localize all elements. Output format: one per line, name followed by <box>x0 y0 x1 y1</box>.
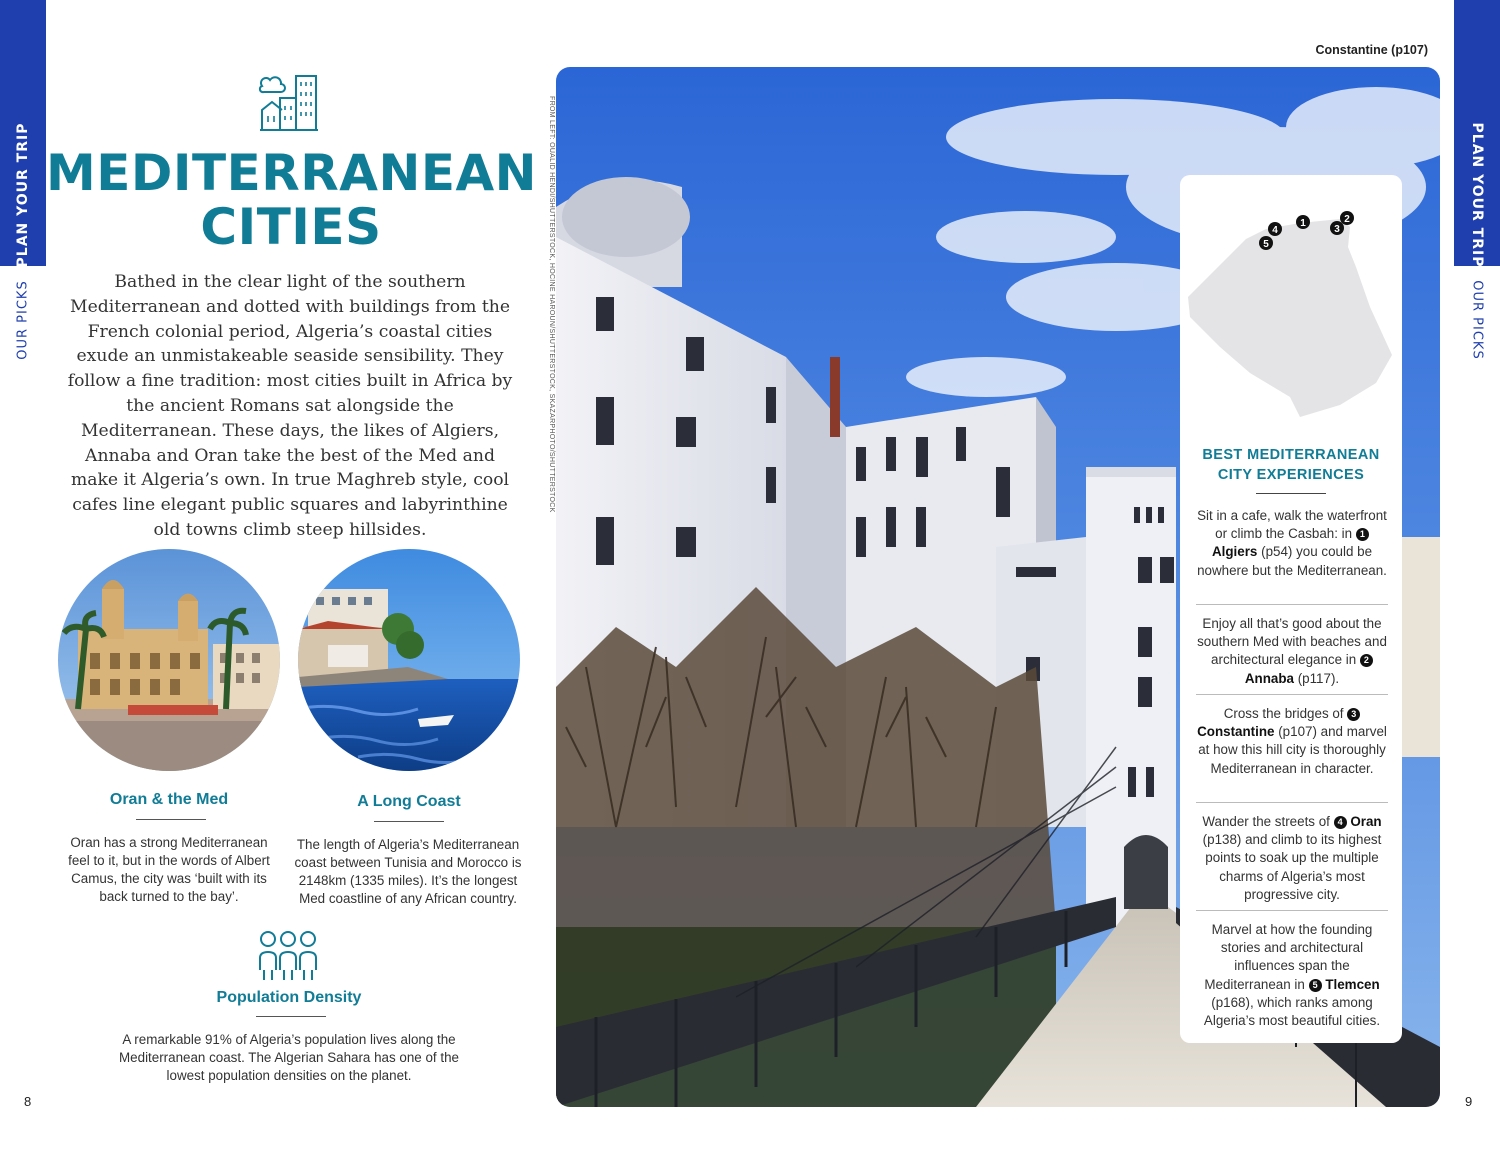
card-item-text: (p138) and climb to its highest points to soak up the multiple charms of Algeria’s most progressive city. <box>1202 832 1382 902</box>
photo-credit: FROM LEFT: OUALID HENDI/SHUTTERSTOCK, HOCINE HAROUN/SHUTTERSTOCK, SKAZARPHOTO/SHUTTERSTOCK <box>548 96 555 513</box>
side-tab-plan-your-trip-right <box>1454 0 1500 266</box>
map-marker-label-2: 2 <box>1344 214 1350 225</box>
people-icon <box>258 930 318 982</box>
page-title <box>46 146 536 254</box>
card-item-text: Sit in a cafe, walk the waterfront or climb the Casbah: in <box>1197 508 1387 542</box>
map-marker-label-1: 1 <box>1300 218 1306 229</box>
place-name: Annaba <box>1244 670 1294 686</box>
feature-title-oran: Oran & the Med <box>109 791 229 808</box>
card-divider <box>1196 694 1388 695</box>
algeria-map <box>1180 187 1402 417</box>
card-item-algiers <box>1196 507 1388 580</box>
side-tab-our-picks-right <box>1454 270 1500 370</box>
card-heading-line: BEST MEDITERRANEAN <box>1202 447 1380 463</box>
page-number-right: 9 <box>1465 1094 1473 1109</box>
page-title-line: MEDITERRANEAN <box>46 144 538 202</box>
card-item-oran <box>1196 813 1388 904</box>
card-item-annaba <box>1196 615 1388 688</box>
card-heading <box>1180 445 1402 485</box>
place-name: Constantine <box>1197 724 1275 740</box>
card-divider <box>1196 604 1388 605</box>
feature-divider <box>256 1016 326 1017</box>
number-badge: 4 <box>1334 816 1347 829</box>
card-divider <box>1196 802 1388 803</box>
card-item-text: (p107) and marvel at how this hill city is thoroughly Mediterranean in character. <box>1198 724 1387 776</box>
city-buildings-icon <box>258 72 320 134</box>
card-item-text: (p168), which ranks among Algeria’s most beautiful cities. <box>1203 994 1381 1029</box>
best-experiences-card <box>1180 175 1402 1043</box>
card-item-text: Wander the streets of <box>1202 814 1330 829</box>
feature-title-population: Population Density <box>216 989 362 1006</box>
side-tab-label: PLAN YOUR TRIP <box>1469 122 1485 268</box>
card-item-text: Enjoy all that’s good about the southern Med with beaches and architectural elegance in <box>1197 616 1387 668</box>
side-tab-sub-label: OUR PICKS <box>1469 280 1485 360</box>
place-name: Algiers <box>1211 544 1258 560</box>
number-badge: 5 <box>1309 979 1322 992</box>
card-item-text: (p117). <box>1297 670 1340 686</box>
card-item-text: Marvel at how the founding stories and architectural influences span the Mediterranean in <box>1204 922 1373 992</box>
card-item-constantine <box>1196 705 1388 778</box>
map-marker-label-5: 5 <box>1263 239 1269 250</box>
side-tab-sub-label: OUR PICKS <box>15 280 31 360</box>
card-item-text: (p54) you could be nowhere but the Mediterranean. <box>1197 544 1387 578</box>
feature-divider <box>374 821 444 822</box>
feature-text-oran: Oran has a strong Mediterranean feel to it, but in the words of Albert Camus, the city was ‘built with its back turned to the bay’. <box>68 835 270 904</box>
page-title-line: CITIES <box>200 198 382 256</box>
side-tab-plan-your-trip-left <box>0 0 46 266</box>
photo-caption: Constantine (p107) <box>1315 43 1428 57</box>
map-marker-label-4: 4 <box>1272 225 1278 236</box>
feature-text-population: A remarkable 91% of Algeria’s population lives along the Mediterranean coast. The Algerian Sahara has one of the lowest population densities on the planet. <box>119 1032 459 1083</box>
number-badge: 1 <box>1356 528 1369 541</box>
card-item-text: Cross the bridges of <box>1223 706 1344 721</box>
page-number-left: 8 <box>24 1094 32 1109</box>
side-tab-label: PLAN YOUR TRIP <box>15 122 31 268</box>
feature-text-coast: The length of Algeria’s Mediterranean coast between Tunisia and Morocco is 2148km (1335 miles). It’s the longest Med coastline of any African country. <box>294 837 522 906</box>
number-badge: 2 <box>1360 654 1373 667</box>
feature-divider <box>136 819 206 820</box>
card-heading-line: CITY EXPERIENCES <box>1217 467 1365 483</box>
side-tab-our-picks-left <box>0 270 46 370</box>
card-item-tlemcen <box>1196 921 1388 1030</box>
intro-paragraph: Bathed in the clear light of the southern Mediterranean and dotted with buildings from the French colonial period, Algeria’s coastal cities exude an unmistakeable seaside sensibility. They follow a fine tradition: most cities built in Africa by the ancient Romans sat alongside the Mediterranean. These days, the likes of Algiers, Annaba and Oran take the best of the Med and make it Algeria’s own. In true Maghreb style, cool cafes line elegant public squares and labyrinthine old towns climb steep hillsides. <box>67 272 513 540</box>
card-heading-divider <box>1256 493 1326 494</box>
place-name: Tlemcen <box>1325 976 1380 992</box>
oran-photo <box>58 549 280 771</box>
map-marker-label-3: 3 <box>1334 224 1340 235</box>
feature-title-coast: A Long Coast <box>357 793 461 810</box>
card-divider <box>1196 910 1388 911</box>
left-page <box>46 0 536 1154</box>
coast-photo <box>298 549 520 771</box>
place-name: Oran <box>1350 814 1382 829</box>
number-badge: 3 <box>1347 708 1360 721</box>
